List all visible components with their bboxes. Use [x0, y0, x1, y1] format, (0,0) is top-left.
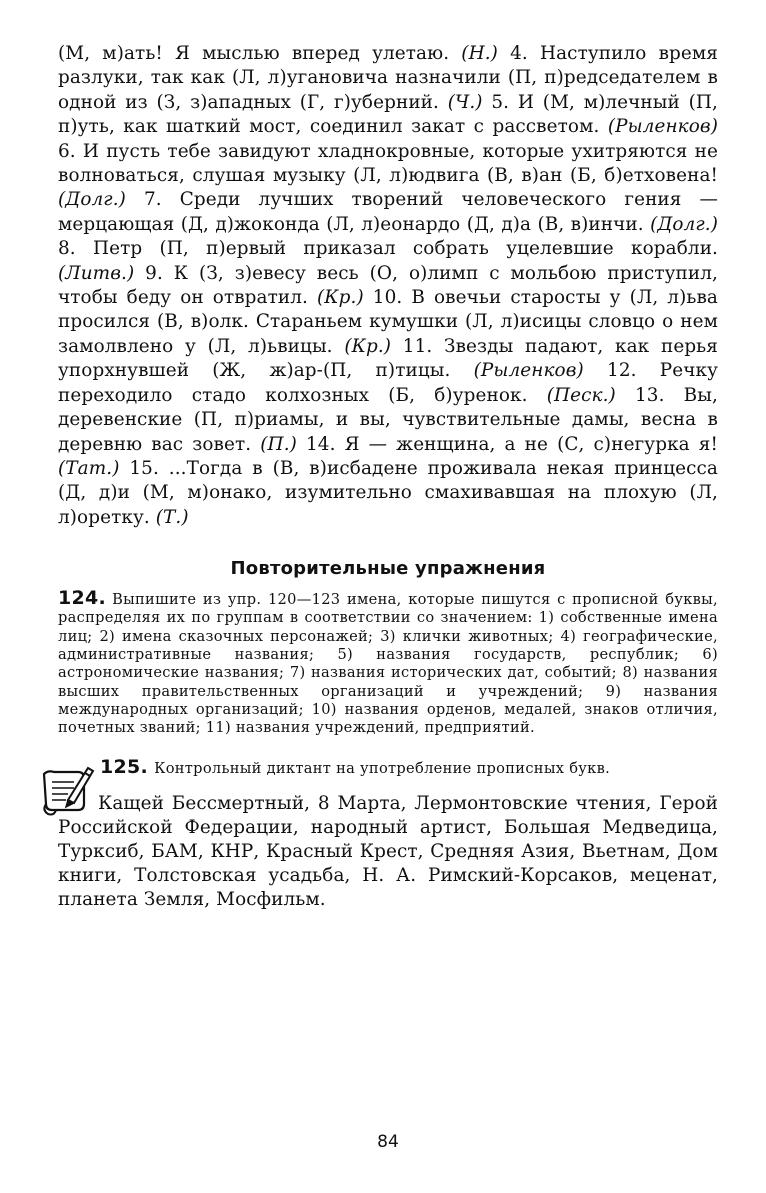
sentence-text: 10. В овечьи старосты у (Л, л)ьва просился (В, в)олк. Стараньем кумушки (Л, л)исицы словцо о нем замолвлено у (Л, л)ьвицы. — [58, 287, 718, 357]
sentence-text: 4. Наступило время разлуки, так как (Л, л)угановича назначили (П, п)редседателем в одной из (З, з)ападных (Г, г)уберний. — [58, 43, 718, 113]
exercise-number: 124. — [58, 587, 107, 610]
sentence-text: 7. Среди лучших творений человеческого гения — мерцающая (Д, д)жоконда (Л, л)еонардо (Д, д)а (В, в)инчи. — [58, 189, 718, 235]
exercise-number: 125. — [100, 755, 149, 778]
dictation-text: Кащей Бессмертный, 8 Марта, Лермонтовские чтения, Герой Российской Федерации, народный артист, Большая Медведица, Турксиб, БАМ, КНР, Красный Крест, Средняя Азия, Вьетнам, Дом книги, Толстовская усадьба, Н. А. Римский-Корсаков, меценат, планета Земля, Мосфильм. — [58, 792, 718, 910]
sentence-text: 8. Петр (П, п)ервый приказал собрать уцелевшие корабли. — [58, 238, 718, 260]
source-attribution: (Долг.) — [650, 213, 718, 235]
source-attribution: (Н.) — [461, 43, 498, 64]
section-heading: Повторительные упражнения — [230, 558, 546, 580]
source-attribution: (Рыленков) — [473, 360, 584, 382]
exercise-125 — [58, 755, 718, 778]
sentence-text: 15. ...Тогда в (В, в)исбадене проживала некая принцесса (Д, д)и (М, м)онако, изумительно смахивавшая на плохую (Л, л)оретку. — [58, 457, 718, 528]
source-attribution: (Ч.) — [447, 91, 483, 113]
sentence-text: 14. Я — женщина, а не (С, с)негурка я! — [296, 433, 718, 455]
sentence-text: 11. Звезды падают, как перья упорхнувшей (Ж, ж)ар-(П, п)тицы. — [58, 335, 719, 382]
source-attribution: (Кр.) — [317, 287, 364, 309]
exercise-125-task — [100, 755, 718, 778]
sentence-text: 5. И (М, м)лечный (П, п)уть, как шаткий мост, соединил закат с рассветом. — [58, 91, 719, 138]
sentence-text: 13. Вы, деревенские (П, п)риамы, и вы, чувствительные дамы, весна в деревню вас зовет. — [58, 384, 718, 455]
exercise-text-continued — [58, 42, 718, 530]
source-attribution: (Литв.) — [58, 262, 135, 284]
exercise-instruction: Выпишите из упр. 120—123 имена, которые пишутся с прописной буквы, распределяя их по группам в соответствии со значением: 1) собственные имена лиц; 2) имена сказочных персонажей; 3) клички животных; 4) географические, административные названия; 5) названия государств, республик; 6) астрономические названия; 7) названия исторических дат, событий; 8) названия высших правительственных организаций и учреждений; 9) названия международных организаций; 10) названия орденов, медалей, знаков отличия, почетных званий; 11) названия учреждений, предприятий. — [58, 591, 718, 737]
exercise-124 — [58, 589, 718, 737]
sentence-text: 12. Речку переходило стадо колхозных (Б, б)уренок. — [58, 360, 718, 406]
source-attribution: (Песк.) — [546, 384, 616, 406]
textbook-page — [58, 42, 718, 1162]
sentence-text: 9. К (З, з)евесу весь (О, о)лимп с мольбою приступил, чтобы беду он отвратил. — [58, 262, 718, 309]
source-attribution: (П.) — [260, 433, 297, 455]
source-attribution: (Тат.) — [58, 457, 120, 479]
source-attribution: (Кр.) — [344, 335, 392, 357]
source-attribution: (Долг.) — [58, 189, 126, 211]
page-number: 84 — [377, 1132, 399, 1152]
exercise-instruction: Контрольный диктант на употребление прописных букв. — [154, 759, 611, 777]
source-attribution: (Рыленков) — [607, 116, 718, 138]
sentence-text: 6. И пусть тебе завидуют хладнокровные, которые ухитряются не волноваться, слушая музыку (Л, л)юдвига (В, в)ан (Б, б)етховена! — [58, 140, 718, 187]
sentence-text: (М, м)ать! Я мыслью вперед улетаю. — [58, 43, 462, 64]
source-attribution: (Т.) — [155, 506, 189, 528]
pen-writing-icon — [38, 760, 96, 818]
